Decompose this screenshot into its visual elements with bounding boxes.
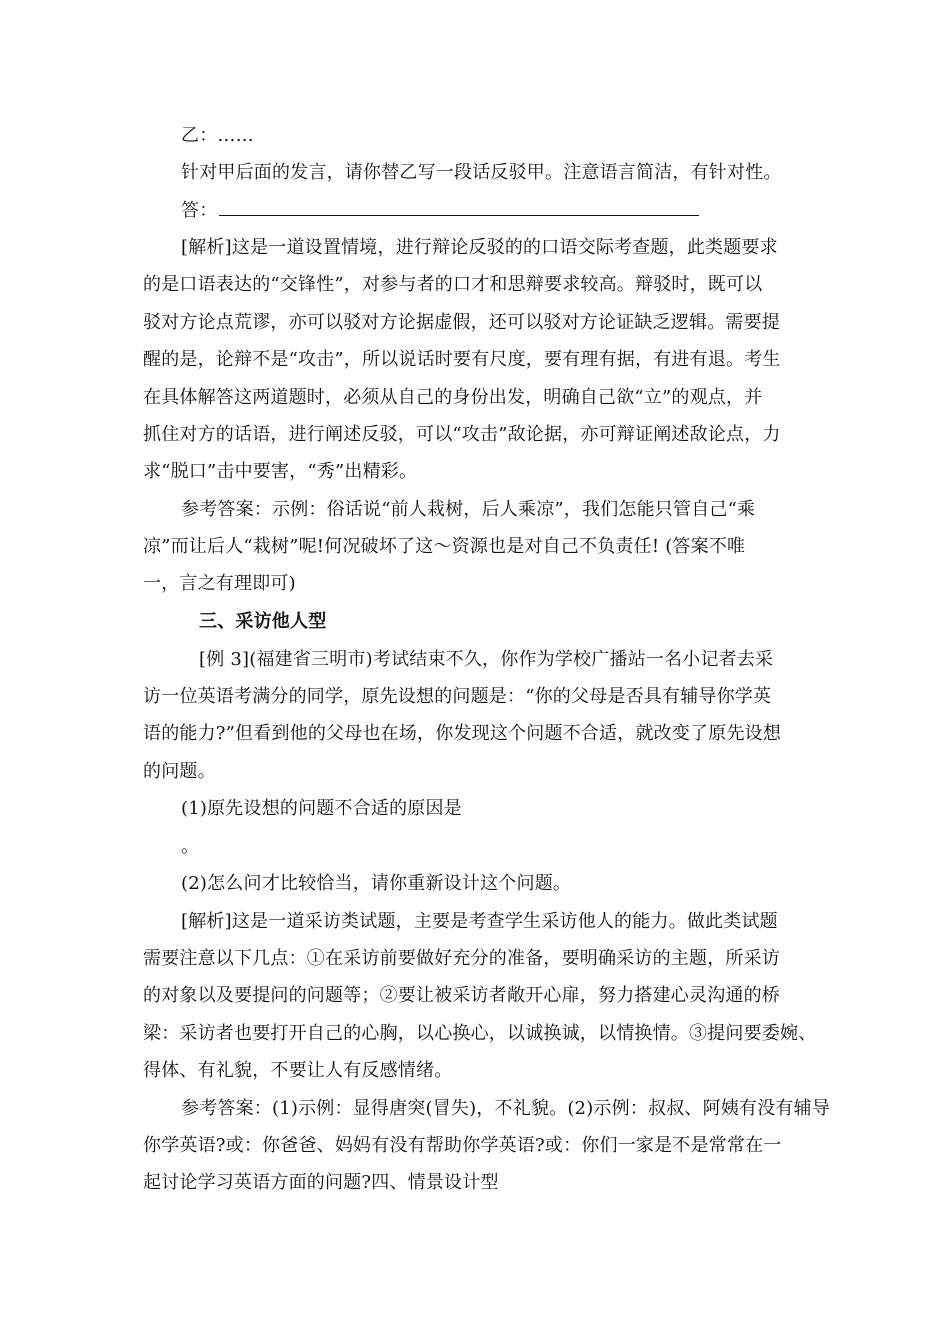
analysis-line-1: [解析]这是一道设置情境，进行辩论反驳的的口语交际考查题，此类题要求 (181, 237, 778, 258)
sub-question-2: (2)怎么问才比较恰当，请你重新设计这个问题。 (181, 873, 572, 894)
example-3-line-2: 访一位英语考满分的同学，原先设想的问题是：“你的父母是否具有辅导你学英 (143, 686, 772, 707)
reference-answer-2-line-1: 参考答案：(1)示例：显得唐突(冒失)，不礼貌。(2)示例：叔叔、阿姨有没有辅导 (181, 1098, 831, 1119)
answer-blank-line (181, 199, 813, 223)
reference-answer-line-2: 凉”而让后人“栽树”呢!何况破坏了这～资源也是对自己不负责任! (答案不唯 (143, 536, 746, 557)
reference-answer-2-line-3: 起讨论学习英语方面的问题?四、情景设计型 (143, 1172, 499, 1193)
analysis-line-6: 抓住对方的话语，进行阐述反驳，可以“攻击”敌论据，亦可辩证阐述敌论点，力 (143, 424, 781, 445)
example-3-line-1: [例 3](福建省三明市)考试结束不久，你作为学校广播站一名小记者去采 (199, 649, 774, 670)
sub-question-1: (1)原先设想的问题不合适的原因是 (181, 798, 462, 819)
analysis-2-line-3: 的对象以及要提问的问题等；②要让被采访者敞开心扉，努力搭建心灵沟通的桥 (143, 985, 780, 1006)
example-3-line-3: 语的能力?”但看到他的父母也在场，你发现这个问题不合适，就改变了原先设想 (143, 723, 782, 744)
example-3-line-4: 的问题。 (143, 761, 216, 782)
reference-answer-2-line-2: 你学英语?或：你爸爸、妈妈有没有帮助你学英语?或：你们一家是不是常常在一 (143, 1135, 782, 1156)
reference-answer-line-1: 参考答案：示例：俗话说“前人栽树，后人乘凉”，我们怎能只管自己“乘 (181, 499, 756, 520)
analysis-line-3: 驳对方论点荒谬，亦可以驳对方论据虚假，还可以驳对方论证缺乏逻辑。需要提 (143, 312, 780, 333)
answer-label: 答： (181, 200, 218, 221)
analysis-2-line-1: [解析]这是一道采访类试题，主要是考查学生采访他人的能力。做此类试题 (181, 911, 778, 932)
question-instruction: 针对甲后面的发言，请你替乙写一段话反驳甲。注意语言简洁，有针对性。 (181, 162, 782, 183)
reference-answer-line-3: 一，言之有理即可) (143, 573, 296, 594)
section-heading-interview: 三、采访他人型 (199, 611, 327, 632)
analysis-2-line-2: 需要注意以下几点：①在采访前要做好充分的准备，要明确采访的主题，所采访 (143, 948, 780, 969)
sub-question-1-end: 。 (181, 836, 200, 857)
analysis-line-2: 的是口语表达的“交锋性”，对参与者的口才和思辩要求较高。辩驳时，既可以 (143, 274, 763, 295)
analysis-2-line-4: 梁：采访者也要打开自己的心胸，以心换心，以诚换诚，以情换情。③提问要委婉、 (143, 1023, 817, 1044)
analysis-line-5: 在具体解答这两道题时，必须从自己的身份出发，明确自己欲“立”的观点，并 (143, 387, 763, 408)
answer-blank (219, 199, 699, 216)
dialogue-line-yi: 乙：…… (181, 125, 254, 146)
analysis-2-line-5: 得体、有礼貌，不要让人有反感情绪。 (143, 1060, 453, 1081)
analysis-line-7: 求“脱口”击中要害，“秀”出精彩。 (143, 461, 418, 482)
analysis-line-4: 醒的是，论辩不是“攻击”，所以说话时要有尺度，要有理有据，有进有退。考生 (143, 349, 781, 370)
